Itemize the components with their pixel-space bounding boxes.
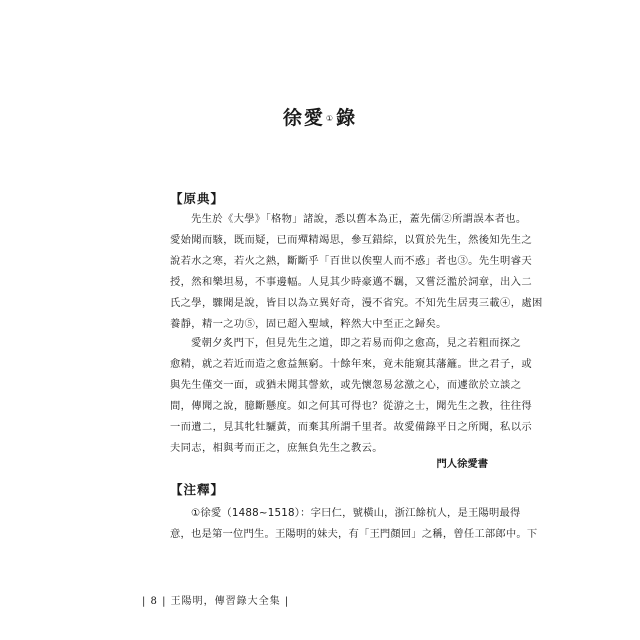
section-heading-original: 【原典】 xyxy=(170,191,225,206)
note-line: 意，也是第一位門生。王陽明的妹夫，有「王門顏回」之稱，曾任工部郎中。下 xyxy=(170,528,538,540)
chapter-title-text: 徐愛 xyxy=(282,107,325,129)
text-line: 說若水之寒，若火之熱，斷斷乎「百世以俟聖人而不惑」者也③。先生明睿天 xyxy=(170,255,532,267)
chapter-title xyxy=(0,103,640,130)
note-line: ①徐愛（1488~1518）：字曰仁，號橫山，浙江餘杭人，是王陽明最得 xyxy=(191,507,521,519)
text-line: 愈精，就之若近而造之愈益無窮。十餘年來，竟未能窺其藩籬。世之君子，或 xyxy=(170,358,532,370)
text-line: 夫同志，相與考而正之，庶無負先生之教云。 xyxy=(170,442,383,454)
chapter-title-tail: 錄 xyxy=(336,107,358,129)
original-paragraph-1 xyxy=(170,209,543,335)
signature: 門人徐愛書 xyxy=(436,458,488,470)
text-line: 一而遺二，見其牝牡驪黃，而棄其所謂千里者。故愛備錄平日之所聞，私以示 xyxy=(170,421,532,433)
text-line: 授，然和樂坦易，不事邊幅。人見其少時豪邁不羈，又嘗泛濫於詞章，出入二 xyxy=(170,276,532,288)
chapter-title-note-marker: ① xyxy=(325,114,336,123)
notes-block xyxy=(170,503,538,545)
page-footer: | 8 | 王陽明，傳習錄大全集 | xyxy=(142,596,290,607)
text-line: 與先生僅交一面，或猶未聞其謦欬，或先懷忽易忿激之心，而遽欲於立談之 xyxy=(170,379,522,391)
text-line: 間，傳聞之說，臆斷懸度。如之何其可得也？從游之士，聞先生之教，往往得 xyxy=(170,400,532,412)
section-heading-notes: 【注釋】 xyxy=(170,482,225,497)
original-paragraph-2 xyxy=(170,333,532,459)
text-line: 先生於《大學》「格物」諸說，悉以舊本為正，蓋先儒②所謂誤本者也。 xyxy=(191,213,527,225)
text-line: 愛朝夕炙門下，但見先生之道，即之若易而仰之愈高，見之若粗而探之 xyxy=(191,337,522,349)
text-line: 愛始聞而駭，既而疑，已而殫精竭思，參互錯綜，以質於先生，然後知先生之 xyxy=(170,234,532,246)
text-line: 養靜，精一之功⑤，固已超入聖域，粹然大中至正之歸矣。 xyxy=(170,318,447,330)
text-line: 氏之學，驟聞是說，皆目以為立異好奇，漫不省究。不知先生居夷三載④，處困 xyxy=(170,297,543,309)
